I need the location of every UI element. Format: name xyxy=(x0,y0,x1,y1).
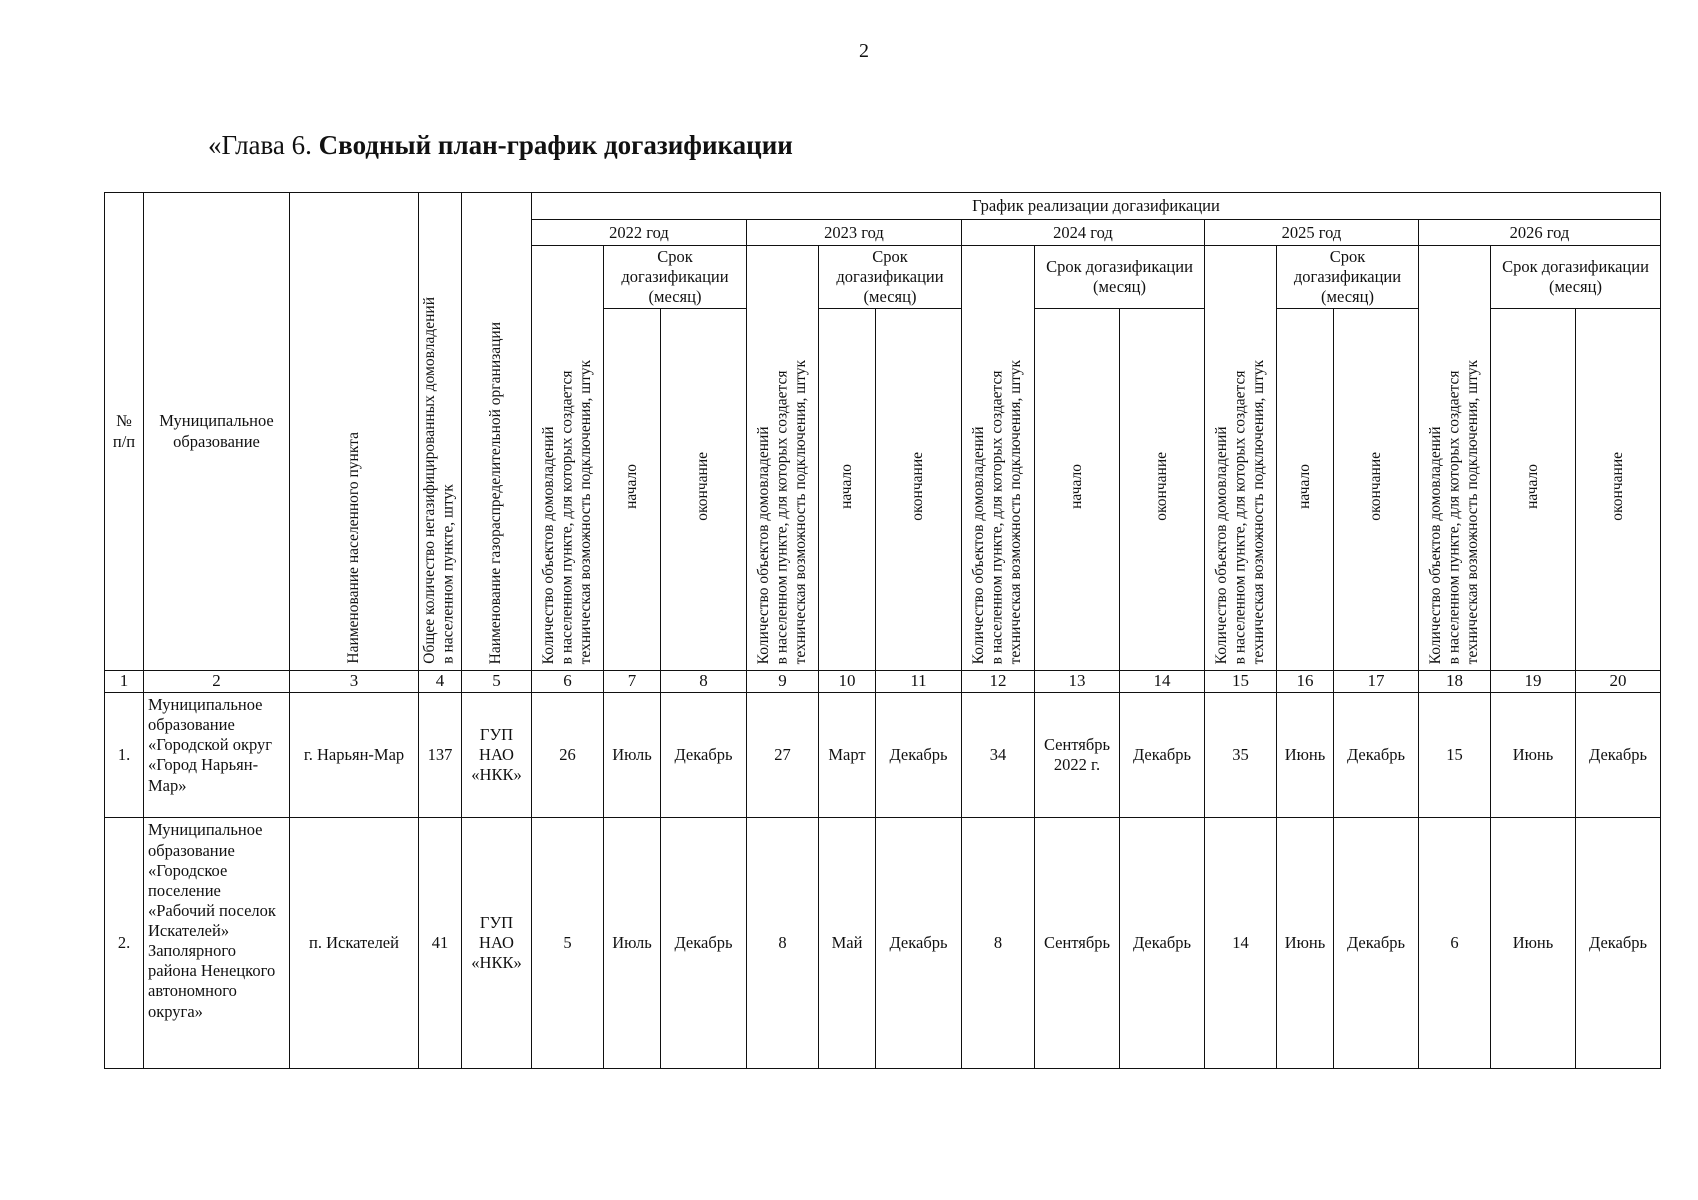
header-objects-count-2022: Количество объектов домовладений в населенном пункте, для которых создается техническая возможность подключения, штук xyxy=(532,246,604,671)
row-settlement: г. Нарьян-Мар xyxy=(290,693,419,818)
row-count-2026: 6 xyxy=(1419,818,1491,1069)
row-count-2024: 8 xyxy=(962,818,1035,1069)
row-start-2023: Май xyxy=(819,818,876,1069)
column-number: 12 xyxy=(962,671,1035,693)
header-settlement: Наименование населенного пункта xyxy=(290,193,419,671)
column-number: 20 xyxy=(1576,671,1661,693)
row-end-2024: Декабрь xyxy=(1120,693,1205,818)
row-end-2026: Декабрь xyxy=(1576,818,1661,1069)
column-number: 19 xyxy=(1491,671,1576,693)
row-settlement: п. Искателей xyxy=(290,818,419,1069)
column-number: 1 xyxy=(105,671,144,693)
header-start-2025: начало xyxy=(1277,309,1334,671)
header-start-2023: начало xyxy=(819,309,876,671)
row-end-2023: Декабрь xyxy=(876,818,962,1069)
row-start-2024: Сентябрь xyxy=(1035,818,1120,1069)
column-number: 5 xyxy=(462,671,532,693)
row-count-2026: 15 xyxy=(1419,693,1491,818)
header-start-2026: начало xyxy=(1491,309,1576,671)
row-count-2022: 26 xyxy=(532,693,604,818)
row-end-2025: Декабрь xyxy=(1334,818,1419,1069)
row-start-2025: Июнь xyxy=(1277,693,1334,818)
chapter-title xyxy=(208,130,793,161)
row-start-2022: Июль xyxy=(604,818,661,1069)
row-total-households: 41 xyxy=(419,818,462,1069)
column-number: 8 xyxy=(661,671,747,693)
header-end-2023: окончание xyxy=(876,309,962,671)
row-gdo: ГУП НАО «НКК» xyxy=(462,818,532,1069)
row-num: 1. xyxy=(105,693,144,818)
header-end-2024: окончание xyxy=(1120,309,1205,671)
row-start-2023: Март xyxy=(819,693,876,818)
row-count-2023: 8 xyxy=(747,818,819,1069)
table-row xyxy=(105,693,1661,818)
header-start-2022: начало xyxy=(604,309,661,671)
row-total-households: 137 xyxy=(419,693,462,818)
row-municipality: Муниципальное образование «Городской округ «Город Нарьян-Мар» xyxy=(144,693,290,818)
column-number: 15 xyxy=(1205,671,1277,693)
header-schedule: График реализации догазификации xyxy=(532,193,1661,220)
row-count-2024: 34 xyxy=(962,693,1035,818)
header-start-2024: начало xyxy=(1035,309,1120,671)
row-gdo: ГУП НАО «НКК» xyxy=(462,693,532,818)
column-number: 7 xyxy=(604,671,661,693)
header-objects-count-2023: Количество объектов домовладений в населенном пункте, для которых создается техническая возможность подключения, штук xyxy=(747,246,819,671)
row-end-2025: Декабрь xyxy=(1334,693,1419,818)
row-end-2022: Декабрь xyxy=(661,818,747,1069)
header-num: № п/п xyxy=(105,193,144,671)
row-num: 2. xyxy=(105,818,144,1069)
header-year-2022: 2022 год xyxy=(532,220,747,246)
header-gdo: Наименование газораспределительной организации xyxy=(462,193,532,671)
column-number: 4 xyxy=(419,671,462,693)
column-number: 3 xyxy=(290,671,419,693)
column-number: 2 xyxy=(144,671,290,693)
row-start-2026: Июнь xyxy=(1491,693,1576,818)
column-numbers-row xyxy=(105,671,1661,693)
header-objects-count-2024: Количество объектов домовладений в населенном пункте, для которых создается техническая возможность подключения, штук xyxy=(962,246,1035,671)
header-end-2022: окончание xyxy=(661,309,747,671)
column-number: 13 xyxy=(1035,671,1120,693)
row-start-2026: Июнь xyxy=(1491,818,1576,1069)
column-number: 14 xyxy=(1120,671,1205,693)
row-count-2025: 14 xyxy=(1205,818,1277,1069)
row-municipality: Муниципальное образование «Городское поселение «Рабочий поселок Искателей» Заполярного района Ненецкого автономного округа» xyxy=(144,818,290,1069)
row-count-2022: 5 xyxy=(532,818,604,1069)
row-end-2024: Декабрь xyxy=(1120,818,1205,1069)
header-term-2026: Срок догазификации (месяц) xyxy=(1491,246,1661,309)
header-year-2025: 2025 год xyxy=(1205,220,1419,246)
header-term-2025: Срок догазификации (месяц) xyxy=(1277,246,1419,309)
row-end-2023: Декабрь xyxy=(876,693,962,818)
header-year-2026: 2026 год xyxy=(1419,220,1661,246)
table-row xyxy=(105,818,1661,1069)
header-year-2023: 2023 год xyxy=(747,220,962,246)
header-total-households: Общее количество негазифицированных домовладений в населенном пункте, штук xyxy=(419,193,462,671)
header-term-2023: Срок догазификации (месяц) xyxy=(819,246,962,309)
column-number: 11 xyxy=(876,671,962,693)
column-number: 17 xyxy=(1334,671,1419,693)
row-start-2022: Июль xyxy=(604,693,661,818)
column-number: 18 xyxy=(1419,671,1491,693)
header-objects-count-2026: Количество объектов домовладений в населенном пункте, для которых создается техническая возможность подключения, штук xyxy=(1419,246,1491,671)
row-end-2022: Декабрь xyxy=(661,693,747,818)
column-number: 10 xyxy=(819,671,876,693)
column-number: 9 xyxy=(747,671,819,693)
row-start-2025: Июнь xyxy=(1277,818,1334,1069)
degasification-schedule-table xyxy=(104,192,1661,1069)
header-term-2022: Срок догазификации (месяц) xyxy=(604,246,747,309)
header-municipality: Муниципальное образование xyxy=(144,193,290,671)
row-start-2024: Сентябрь 2022 г. xyxy=(1035,693,1120,818)
chapter-title-bold: Сводный план-график догазификации xyxy=(318,130,793,160)
chapter-title-prefix: «Глава 6. xyxy=(208,130,319,160)
page-number: 2 xyxy=(859,40,869,62)
header-term-2024: Срок догазификации (месяц) xyxy=(1035,246,1205,309)
column-number: 16 xyxy=(1277,671,1334,693)
column-number: 6 xyxy=(532,671,604,693)
header-objects-count-2025: Количество объектов домовладений в населенном пункте, для которых создается техническая возможность подключения, штук xyxy=(1205,246,1277,671)
header-end-2025: окончание xyxy=(1334,309,1419,671)
header-year-2024: 2024 год xyxy=(962,220,1205,246)
row-count-2025: 35 xyxy=(1205,693,1277,818)
row-count-2023: 27 xyxy=(747,693,819,818)
header-end-2026: окончание xyxy=(1576,309,1661,671)
row-end-2026: Декабрь xyxy=(1576,693,1661,818)
